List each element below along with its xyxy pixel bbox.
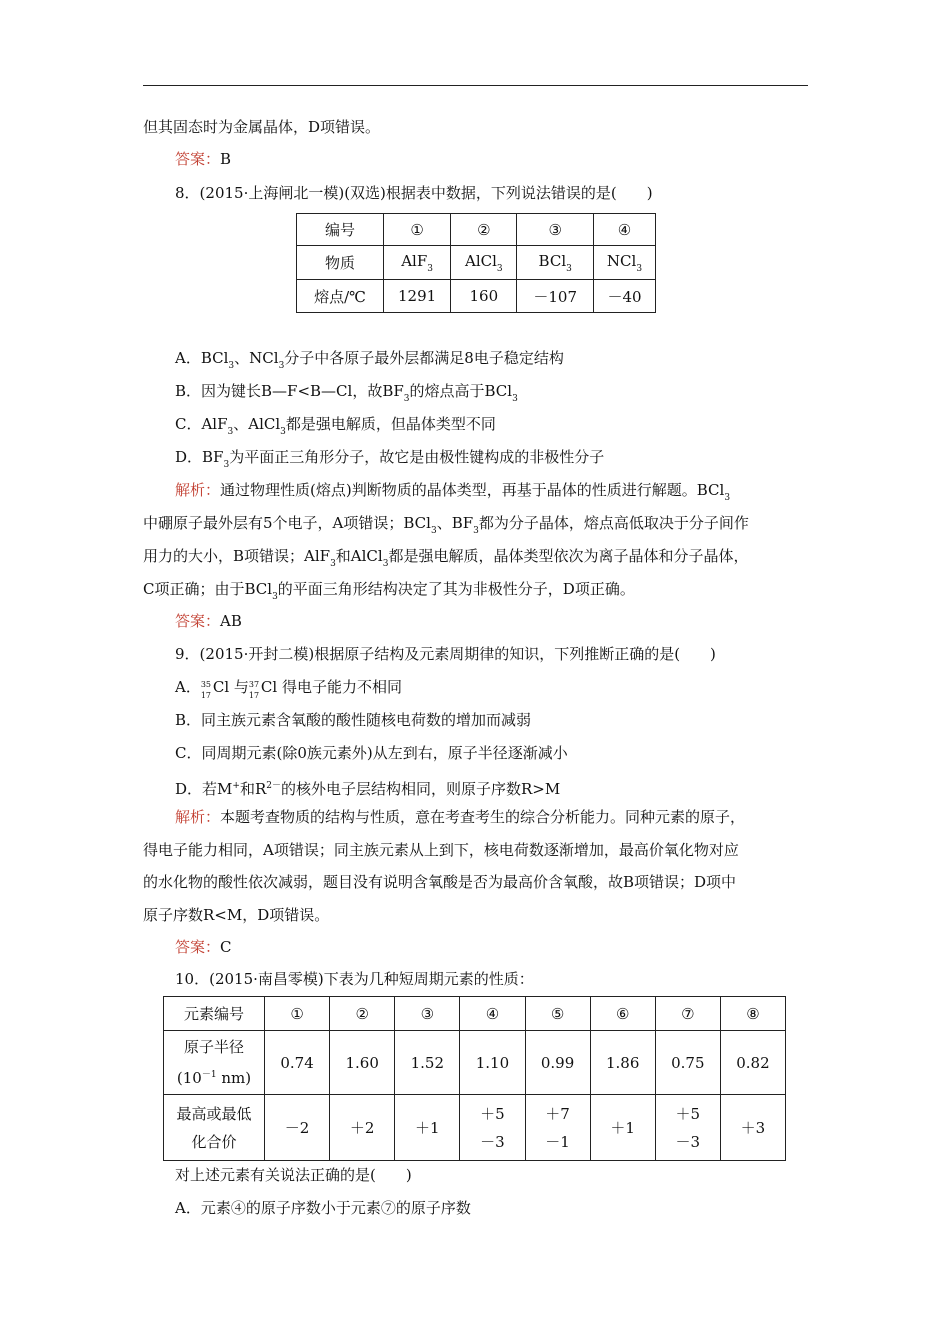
q10-radius-cell: 1.60 [330,1031,395,1095]
q8-analysis-line-4: C项正确；由于BCl$_3$的平面三角形结构决定了其为非极性分子，D项正确。 [143,580,635,602]
q10-radius-cell: 1.52 [395,1031,460,1095]
intro-answer [175,149,231,169]
q8-substance-cell: BCl$_3$ [517,246,594,280]
q8-mp-cell: 1291 [384,280,451,313]
q8-table [296,213,656,313]
q9-option-c: C．同周期元素(除0族元素外)从左到右，原子半径逐渐减小 [175,744,568,762]
q8-option-c: C．AlF$_3$、AlCl$_3$都是强电解质，但晶体类型不同 [175,415,496,437]
q10-radius-cell: 0.74 [265,1031,330,1095]
q10-valence-cell: ＋1 [590,1095,655,1161]
q10-option-a: A．元素④的原子序数小于元素⑦的原子序数 [175,1199,471,1217]
intro-line: 但其固态时为金属晶体，D项错误。 [143,118,381,136]
q10-table [163,996,786,1161]
q10-radius-row [164,1031,786,1095]
q10-valence-cell: ＋2 [330,1095,395,1161]
answer-label: 答案： [175,938,221,956]
q8-substance-cell: AlF$_3$ [384,246,451,280]
q8-header-row [297,214,656,246]
q10-radius-cell: 1.86 [590,1031,655,1095]
q10-radius-cell: 0.99 [525,1031,590,1095]
q10-valence-cell: ＋5 －3 [460,1095,525,1161]
analysis-label: 解析： [175,481,221,499]
q9-option-d: D．若M+和$R^{2-}$的核外电子层结构相同，则原子序数R>M [175,780,561,798]
q10-valence-cell: ＋7 －1 [525,1095,590,1161]
q9-analysis-line-4: 原子序数R<M，D项错误。 [143,906,330,924]
q10-header-cell: ⑥ [590,997,655,1031]
q10-header-row [164,997,786,1031]
answer-value: B [220,150,232,168]
answer-label: 答案： [175,150,221,168]
q8-header-cell: ② [451,214,517,246]
q8-mp-row [297,280,656,313]
q10-header-cell: ⑧ [720,997,785,1031]
q8-analysis-line-3: 用力的大小，B项错误；AlF$_3$和AlCl$_3$都是强电解质，晶体类型依次为离子晶体和分子晶体， [143,547,749,569]
header-rule [143,85,808,86]
q10-header-label: 元素编号 [164,997,265,1031]
q9-option-a: A． 35 17 Cl 与 37 17 Cl 得电子能力不相同 [175,678,402,700]
isotope-notation: 37 17 [248,680,260,700]
q10-header-cell: ④ [460,997,525,1031]
q8-substance-row [297,246,656,280]
q8-mp-label: 熔点/℃ [297,280,384,313]
q8-substance-label: 物质 [297,246,384,280]
q10-header-cell: ③ [395,997,460,1031]
isotope-notation: 35 17 [200,680,212,700]
q8-stem: 8．(2015·上海闸北一模)(双选)根据表中数据，下列说法错误的是( ) [175,184,653,202]
q9-analysis-line-2: 得电子能力相同，A项错误；同主族元素从上到下，核电荷数逐渐增加，最高价氧化物对应 [143,841,739,859]
q9-option-b: B．同主族元素含氧酸的酸性随核电荷数的增加而减弱 [175,711,532,729]
q10-radius-cell: 0.82 [720,1031,785,1095]
answer-value: C [220,938,232,956]
q8-header-cell: ④ [593,214,655,246]
q10-radius-label: 原子半径 ($10^{-1}$ nm) [164,1031,265,1095]
q8-mp-cell: －40 [593,280,655,313]
q8-header-cell: ① [384,214,451,246]
q8-substance-cell: NCl$_3$ [593,246,655,280]
q9-analysis-line-3: 的水化物的酸性依次减弱，题目没有说明含氧酸是否为最高价含氧酸，故B项错误；D项中 [143,873,737,891]
q8-mp-cell: 160 [451,280,517,313]
q10-stem: 10．(2015·南昌零模)下表为几种短周期元素的性质： [175,970,534,988]
q10-valence-cell: ＋5 －3 [655,1095,720,1161]
q8-analysis-line-2: 中硼原子最外层有5个电子，A项错误；BCl$_3$、$BF_3$都为分子晶体，熔点高低取决于分子间作 [143,514,749,536]
q8-answer [175,611,242,631]
q9-analysis-line-1: 解析：本题考查物质的结构与性质，意在考查考生的综合分析能力。同种元素的原子， [175,808,746,826]
q10-header-cell: ⑦ [655,997,720,1031]
q10-valence-cell: ＋1 [395,1095,460,1161]
q10-header-cell: ① [265,997,330,1031]
answer-value: AB [220,612,242,630]
q10-radius-cell: 0.75 [655,1031,720,1095]
q9-stem: 9．(2015·开封二模)根据原子结构及元素周期律的知识，下列推断正确的是( ) [175,645,716,663]
q8-option-b: B．因为键长B—F<B—Cl，故$BF_3$的熔点高于BCl$_3$ [175,382,518,404]
analysis-label: 解析： [175,808,221,826]
q10-valence-cell: －2 [265,1095,330,1161]
q10-header-cell: ⑤ [525,997,590,1031]
q10-valence-row [164,1095,786,1161]
q10-header-cell: ② [330,997,395,1031]
q10-followup: 对上述元素有关说法正确的是( ) [175,1166,412,1184]
answer-label: 答案： [175,612,221,630]
q8-header-cell: 编号 [297,214,384,246]
q8-mp-cell: －107 [517,280,594,313]
q10-radius-cell: 1.10 [460,1031,525,1095]
q8-option-d: D．$BF_3$为平面正三角形分子，故它是由极性键构成的非极性分子 [175,448,605,470]
q8-option-a: A．BCl$_3$、NCl$_3$分子中各原子最外层都满足8电子稳定结构 [175,349,564,371]
q9-answer [175,937,232,957]
q10-valence-label: 最高或最低 化合价 [164,1095,265,1161]
q8-analysis-line-1: 解析：通过物理性质(熔点)判断物质的晶体类型，再基于晶体的性质进行解题。BCl$_3$ [175,481,731,503]
q10-valence-cell: ＋3 [720,1095,785,1161]
q8-substance-cell: AlCl$_3$ [451,246,517,280]
q8-header-cell: ③ [517,214,594,246]
